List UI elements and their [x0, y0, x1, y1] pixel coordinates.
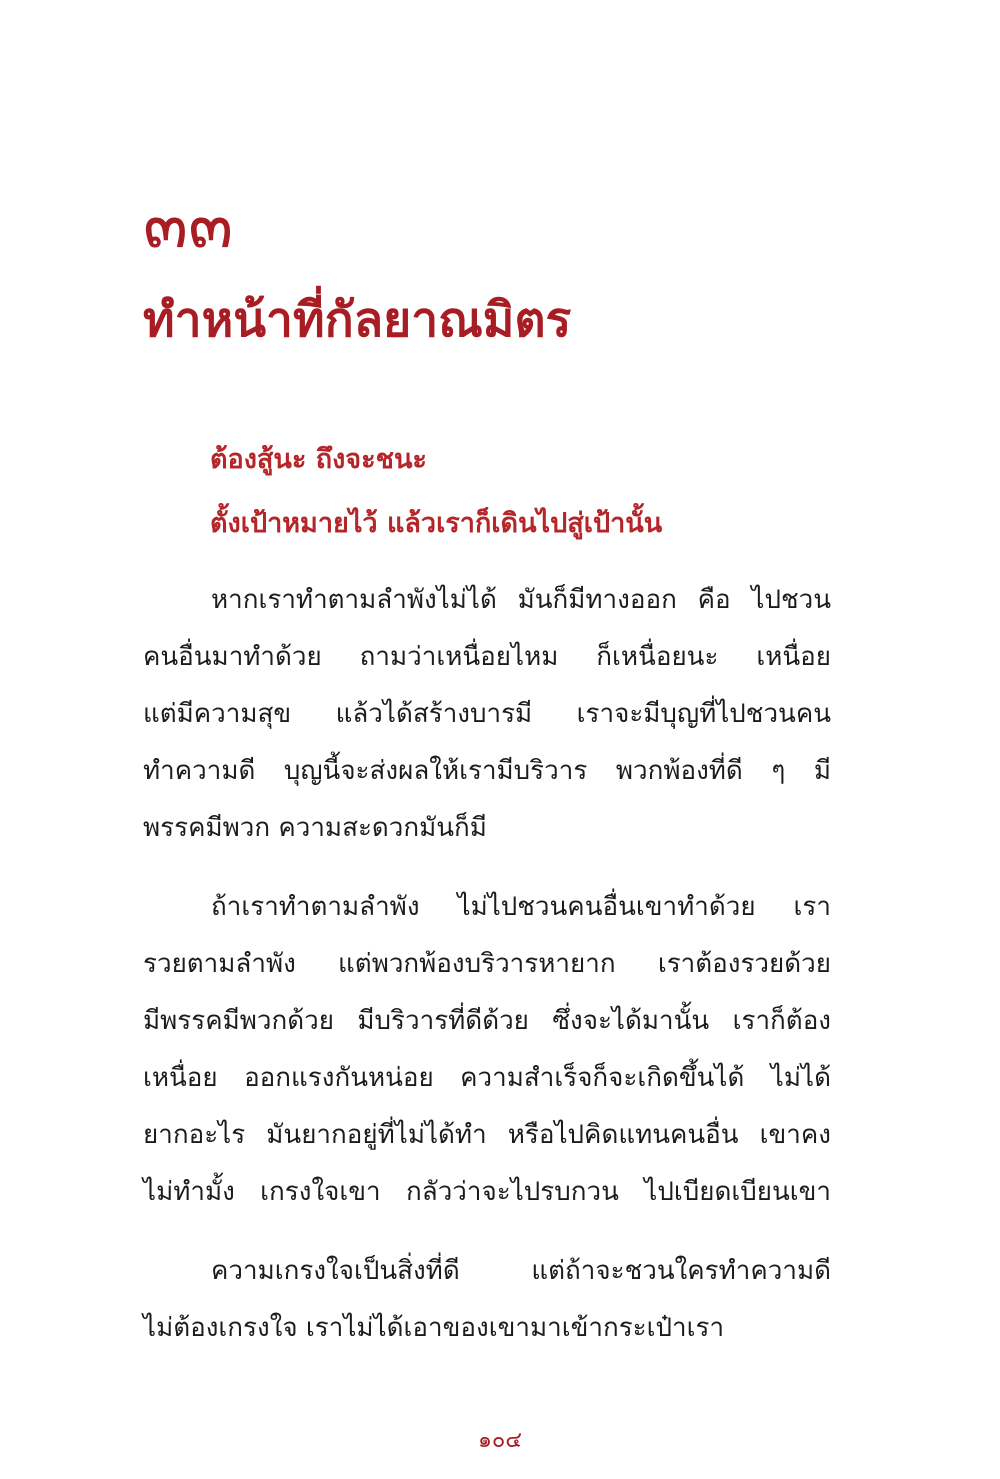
quote-line: ตั้งเป้าหมายไว้ แล้วเราก็เดินไปสู่เป้านั้น [210, 508, 663, 539]
chapter-number: ๓๓ [143, 186, 234, 263]
text-line: ไม่ต้องเกรงใจ เราไม่ได้เอาของเขามาเข้ากระเป๋าเรา [143, 1313, 725, 1343]
text-line: ถ้าเราทำตามลำพัง ไม่ไปชวนคนอื่นเขาทำด้วย เรา [211, 892, 831, 922]
text-line: หากเราทำตามลำพังไม่ได้ มันก็มีทางออก คือ ไปชวน [211, 585, 831, 615]
epigraph-quote [210, 428, 910, 556]
paragraph [143, 1243, 831, 1357]
text-line: มีพรรคมีพวกด้วย มีบริวารที่ดีด้วย ซึ่งจะได้มานั้น เราก็ต้อง [143, 1006, 831, 1036]
chapter-title: ทำหน้าที่กัลยาณมิตร [143, 292, 572, 348]
text-line: แต่มีความสุข แล้วได้สร้างบารมี เราจะมีบุญที่ไปชวนคน [143, 699, 831, 729]
text-line: ทำความดี บุญนี้จะส่งผลให้เรามีบริวาร พวกพ้องที่ดี ๆ มี [143, 756, 831, 786]
text-line: ยากอะไร มันยากอยู่ที่ไม่ได้ทำ หรือไปคิดแทนคนอื่น เขาคง [143, 1120, 831, 1150]
text-line: ความเกรงใจเป็นสิ่งที่ดี แต่ถ้าจะชวนใครทำความดี [211, 1256, 831, 1286]
quote-line: ต้องสู้นะ ถึงจะชนะ [210, 444, 427, 475]
page-number: ๑๐๔ [477, 1428, 523, 1453]
text-line: รวยตามลำพัง แต่พวกพ้องบริวารหายาก เราต้องรวยด้วย [143, 949, 831, 979]
text-line: คนอื่นมาทำด้วย ถามว่าเหนื่อยไหม ก็เหนื่อยนะ เหนื่อย [143, 642, 831, 672]
text-line: พรรคมีพวก ความสะดวกมันก็มี [143, 813, 487, 843]
text-line: ไม่ทำมั้ง เกรงใจเขา กลัวว่าจะไปรบกวน ไปเบียดเบียนเขา [143, 1177, 831, 1207]
paragraph [143, 879, 831, 1221]
text-line: เหนื่อย ออกแรงกันหน่อย ความสำเร็จก็จะเกิดขึ้นได้ ไม่ได้ [143, 1063, 831, 1093]
paragraph [143, 572, 831, 857]
body-text [143, 572, 831, 1379]
